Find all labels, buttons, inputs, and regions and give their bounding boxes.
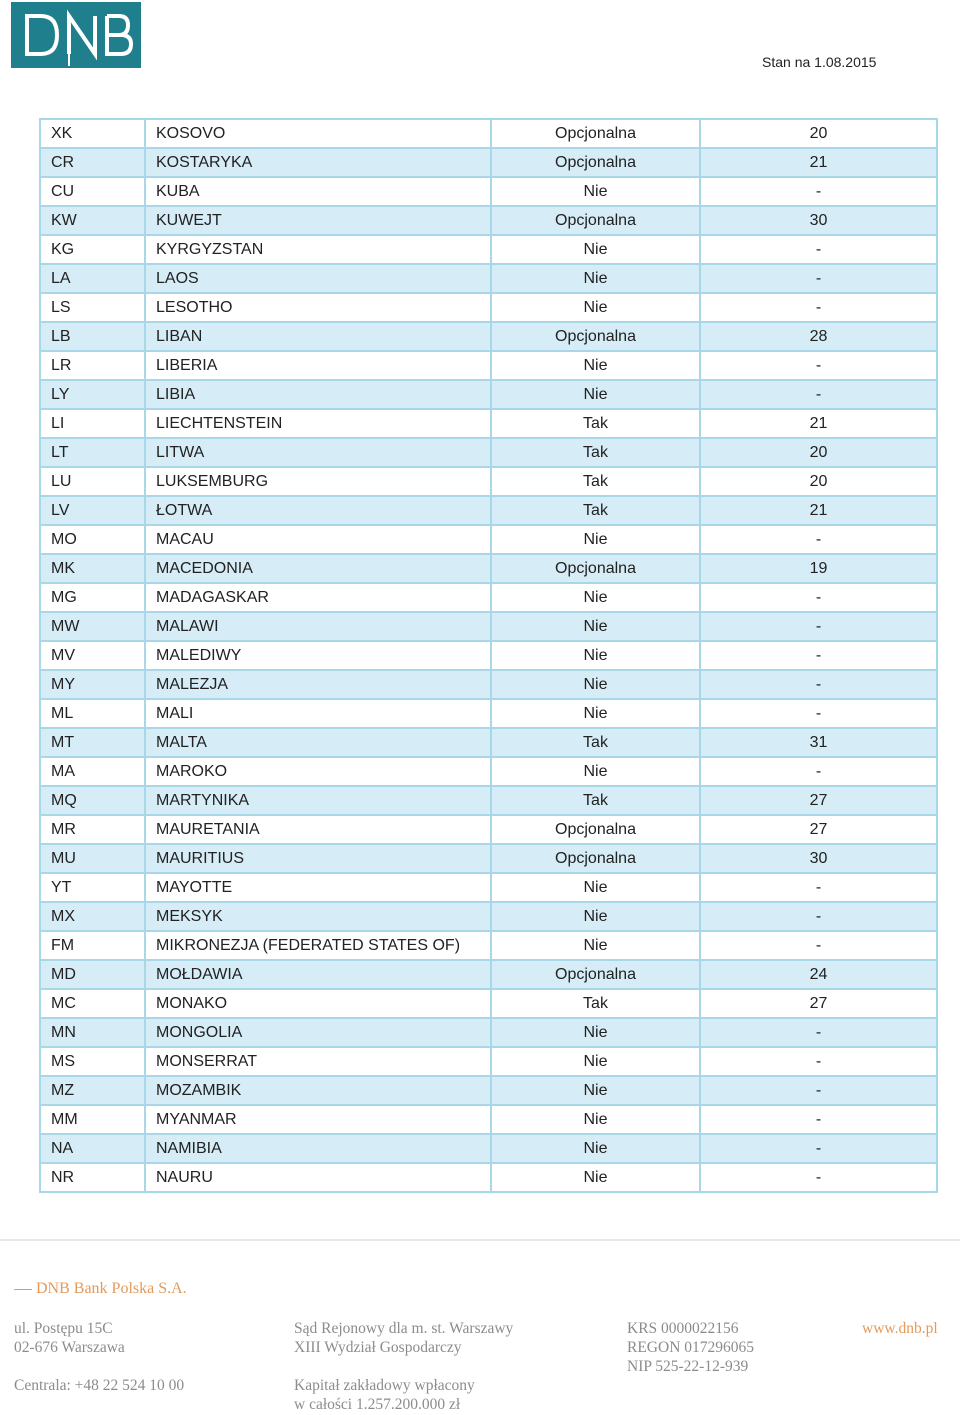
table-row: [40, 351, 937, 380]
rate-cell: 24: [700, 960, 937, 989]
footer-website[interactable]: [862, 1319, 938, 1338]
rate-cell: 27: [700, 989, 937, 1018]
table-row: [40, 960, 937, 989]
availability-cell: Tak: [491, 409, 700, 438]
court-line-1: Sąd Rejonowy dla m. st. Warszawy: [294, 1320, 514, 1337]
table-row: [40, 206, 937, 235]
table-row: [40, 264, 937, 293]
table-row: [40, 409, 937, 438]
country-code-cell: LR: [40, 351, 145, 380]
availability-cell: Tak: [491, 786, 700, 815]
country-name-cell: KUWEJT: [145, 206, 491, 235]
availability-cell: Nie: [491, 757, 700, 786]
country-code-cell: MC: [40, 989, 145, 1018]
country-code-cell: MN: [40, 1018, 145, 1047]
rate-cell: 28: [700, 322, 937, 351]
country-code-cell: MA: [40, 757, 145, 786]
krs: KRS 0000022156: [627, 1320, 739, 1337]
country-name-cell: KUBA: [145, 177, 491, 206]
country-name-cell: NAMIBIA: [145, 1134, 491, 1163]
rate-cell: 31: [700, 728, 937, 757]
table-row: [40, 989, 937, 1018]
availability-cell: Opcjonalna: [491, 206, 700, 235]
availability-cell: Nie: [491, 902, 700, 931]
table-row: [40, 1018, 937, 1047]
availability-cell: Tak: [491, 467, 700, 496]
rate-cell: 20: [700, 438, 937, 467]
rate-cell: -: [700, 177, 937, 206]
table-row: [40, 902, 937, 931]
country-code-cell: NR: [40, 1163, 145, 1192]
table-row: [40, 322, 937, 351]
rate-cell: 21: [700, 148, 937, 177]
availability-cell: Nie: [491, 1076, 700, 1105]
footer-address: [14, 1319, 184, 1395]
availability-cell: Nie: [491, 1047, 700, 1076]
country-name-cell: LAOS: [145, 264, 491, 293]
country-code-cell: LI: [40, 409, 145, 438]
rate-cell: 21: [700, 496, 937, 525]
availability-cell: Nie: [491, 264, 700, 293]
dnb-logo: [11, 2, 141, 68]
rate-cell: 21: [700, 409, 937, 438]
country-code-cell: MW: [40, 612, 145, 641]
availability-cell: Nie: [491, 351, 700, 380]
table-row: [40, 148, 937, 177]
footer-divider: [0, 1239, 960, 1241]
country-code-cell: LS: [40, 293, 145, 322]
table-row: [40, 815, 937, 844]
country-code-cell: LA: [40, 264, 145, 293]
country-code-cell: MR: [40, 815, 145, 844]
rate-cell: -: [700, 1076, 937, 1105]
rate-cell: -: [700, 670, 937, 699]
country-code-cell: MQ: [40, 786, 145, 815]
document-date: Stan na 1.08.2015: [762, 54, 877, 70]
country-name-cell: MALEDIWY: [145, 641, 491, 670]
country-name-cell: MEKSYK: [145, 902, 491, 931]
footer-company: [14, 1280, 187, 1298]
table-row: [40, 525, 937, 554]
country-name-cell: LITWA: [145, 438, 491, 467]
availability-cell: Tak: [491, 989, 700, 1018]
country-code-cell: MS: [40, 1047, 145, 1076]
country-name-cell: LUKSEMBURG: [145, 467, 491, 496]
table-row: [40, 844, 937, 873]
table-row: [40, 496, 937, 525]
country-code-cell: LU: [40, 467, 145, 496]
rate-cell: -: [700, 1018, 937, 1047]
rate-cell: -: [700, 902, 937, 931]
country-name-cell: LIBERIA: [145, 351, 491, 380]
rate-cell: 30: [700, 206, 937, 235]
availability-cell: Nie: [491, 641, 700, 670]
country-name-cell: MONSERRAT: [145, 1047, 491, 1076]
availability-cell: Nie: [491, 583, 700, 612]
website-link[interactable]: www.dnb.pl: [862, 1320, 938, 1337]
phone: Centrala: +48 22 524 10 00: [14, 1377, 185, 1394]
availability-cell: Nie: [491, 1105, 700, 1134]
country-code-cell: LY: [40, 380, 145, 409]
country-code-cell: MM: [40, 1105, 145, 1134]
table-row: [40, 1134, 937, 1163]
country-code-cell: MT: [40, 728, 145, 757]
country-code-cell: CU: [40, 177, 145, 206]
table-row: [40, 670, 937, 699]
country-code-cell: MG: [40, 583, 145, 612]
country-name-cell: MAYOTTE: [145, 873, 491, 902]
table-row: [40, 786, 937, 815]
table-row: [40, 641, 937, 670]
nip: NIP 525-22-12-939: [627, 1358, 749, 1375]
country-name-cell: MADAGASKAR: [145, 583, 491, 612]
country-name-cell: MALI: [145, 699, 491, 728]
country-code-cell: MV: [40, 641, 145, 670]
table-row: [40, 177, 937, 206]
country-name-cell: KYRGYZSTAN: [145, 235, 491, 264]
address-line-2: 02-676 Warszawa: [14, 1339, 125, 1356]
table-row: [40, 728, 937, 757]
regon: REGON 017296065: [627, 1339, 755, 1356]
table-row: [40, 467, 937, 496]
rate-cell: 27: [700, 786, 937, 815]
country-name-cell: MAURETANIA: [145, 815, 491, 844]
availability-cell: Nie: [491, 873, 700, 902]
country-code-cell: NA: [40, 1134, 145, 1163]
table-row: [40, 1105, 937, 1134]
country-name-cell: MOZAMBIK: [145, 1076, 491, 1105]
availability-cell: Nie: [491, 525, 700, 554]
table-row: [40, 1047, 937, 1076]
table-row: [40, 293, 937, 322]
country-code-cell: LT: [40, 438, 145, 467]
table-row: [40, 554, 937, 583]
country-name-cell: MOŁDAWIA: [145, 960, 491, 989]
country-code-cell: MK: [40, 554, 145, 583]
country-name-cell: MAROKO: [145, 757, 491, 786]
country-name-cell: MACAU: [145, 525, 491, 554]
company-name: DNB Bank Polska S.A.: [36, 1280, 187, 1297]
country-name-cell: KOSTARYKA: [145, 148, 491, 177]
footer-registry: [627, 1319, 754, 1376]
country-code-cell: MY: [40, 670, 145, 699]
country-name-cell: MACEDONIA: [145, 554, 491, 583]
rate-cell: -: [700, 1134, 937, 1163]
availability-cell: Opcjonalna: [491, 554, 700, 583]
country-name-cell: MONGOLIA: [145, 1018, 491, 1047]
country-code-cell: FM: [40, 931, 145, 960]
country-code-cell: MU: [40, 844, 145, 873]
rate-cell: -: [700, 1047, 937, 1076]
footer-court: [294, 1319, 513, 1414]
country-name-cell: KOSOVO: [145, 119, 491, 148]
availability-cell: Nie: [491, 1163, 700, 1192]
dnb-logo-mark: [11, 2, 141, 68]
availability-cell: Opcjonalna: [491, 119, 700, 148]
availability-cell: Opcjonalna: [491, 844, 700, 873]
country-code-cell: KG: [40, 235, 145, 264]
rate-cell: -: [700, 293, 937, 322]
rate-cell: 20: [700, 467, 937, 496]
availability-cell: Opcjonalna: [491, 815, 700, 844]
availability-cell: Nie: [491, 1018, 700, 1047]
country-code-cell: CR: [40, 148, 145, 177]
table-body: [40, 119, 937, 1192]
rate-cell: 20: [700, 119, 937, 148]
table-row: [40, 438, 937, 467]
country-name-cell: LESOTHO: [145, 293, 491, 322]
rate-cell: 27: [700, 815, 937, 844]
rate-cell: -: [700, 351, 937, 380]
country-code-cell: MZ: [40, 1076, 145, 1105]
country-code-cell: KW: [40, 206, 145, 235]
table-row: [40, 873, 937, 902]
availability-cell: Opcjonalna: [491, 322, 700, 351]
table-row: [40, 699, 937, 728]
rate-cell: -: [700, 873, 937, 902]
country-name-cell: MARTYNIKA: [145, 786, 491, 815]
country-name-cell: MIKRONEZJA (FEDERATED STATES OF): [145, 931, 491, 960]
availability-cell: Nie: [491, 177, 700, 206]
rate-cell: -: [700, 380, 937, 409]
rate-cell: -: [700, 235, 937, 264]
country-name-cell: LIECHTENSTEIN: [145, 409, 491, 438]
availability-cell: Tak: [491, 496, 700, 525]
country-code-cell: LV: [40, 496, 145, 525]
availability-cell: Nie: [491, 293, 700, 322]
country-name-cell: MALTA: [145, 728, 491, 757]
table-row: [40, 235, 937, 264]
country-code-cell: MD: [40, 960, 145, 989]
rate-cell: -: [700, 699, 937, 728]
table-row: [40, 757, 937, 786]
availability-cell: Opcjonalna: [491, 148, 700, 177]
footer-dash: [14, 1289, 32, 1290]
country-code-cell: LB: [40, 322, 145, 351]
availability-cell: Opcjonalna: [491, 960, 700, 989]
rate-cell: 19: [700, 554, 937, 583]
country-name-cell: MYANMAR: [145, 1105, 491, 1134]
availability-cell: Nie: [491, 380, 700, 409]
country-code-cell: ML: [40, 699, 145, 728]
table-row: [40, 583, 937, 612]
rate-cell: 30: [700, 844, 937, 873]
country-name-cell: ŁOTWA: [145, 496, 491, 525]
capital-line-2: w całości 1.257.200.000 zł: [294, 1396, 461, 1413]
country-vat-table: [39, 118, 938, 1193]
rate-cell: -: [700, 1105, 937, 1134]
rate-cell: -: [700, 583, 937, 612]
rate-cell: -: [700, 525, 937, 554]
availability-cell: Nie: [491, 1134, 700, 1163]
country-code-cell: MO: [40, 525, 145, 554]
rate-cell: -: [700, 612, 937, 641]
availability-cell: Tak: [491, 438, 700, 467]
table-row: [40, 119, 937, 148]
table-row: [40, 380, 937, 409]
availability-cell: Nie: [491, 931, 700, 960]
country-name-cell: MALAWI: [145, 612, 491, 641]
country-name-cell: NAURU: [145, 1163, 491, 1192]
court-line-2: XIII Wydział Gospodarczy: [294, 1339, 462, 1356]
rate-cell: -: [700, 641, 937, 670]
address-line-1: ul. Postępu 15C: [14, 1320, 113, 1337]
table-row: [40, 1076, 937, 1105]
rate-cell: -: [700, 931, 937, 960]
table-row: [40, 612, 937, 641]
availability-cell: Tak: [491, 728, 700, 757]
country-name-cell: LIBAN: [145, 322, 491, 351]
table-row: [40, 931, 937, 960]
country-code-cell: YT: [40, 873, 145, 902]
country-name-cell: LIBIA: [145, 380, 491, 409]
country-code-cell: MX: [40, 902, 145, 931]
rate-cell: -: [700, 757, 937, 786]
table-row: [40, 1163, 937, 1192]
country-name-cell: MAURITIUS: [145, 844, 491, 873]
rate-cell: -: [700, 264, 937, 293]
availability-cell: Nie: [491, 612, 700, 641]
availability-cell: Nie: [491, 699, 700, 728]
availability-cell: Nie: [491, 235, 700, 264]
country-name-cell: MALEZJA: [145, 670, 491, 699]
capital-line-1: Kapitał zakładowy wpłacony: [294, 1377, 475, 1394]
country-name-cell: MONAKO: [145, 989, 491, 1018]
availability-cell: Nie: [491, 670, 700, 699]
country-code-cell: XK: [40, 119, 145, 148]
rate-cell: -: [700, 1163, 937, 1192]
